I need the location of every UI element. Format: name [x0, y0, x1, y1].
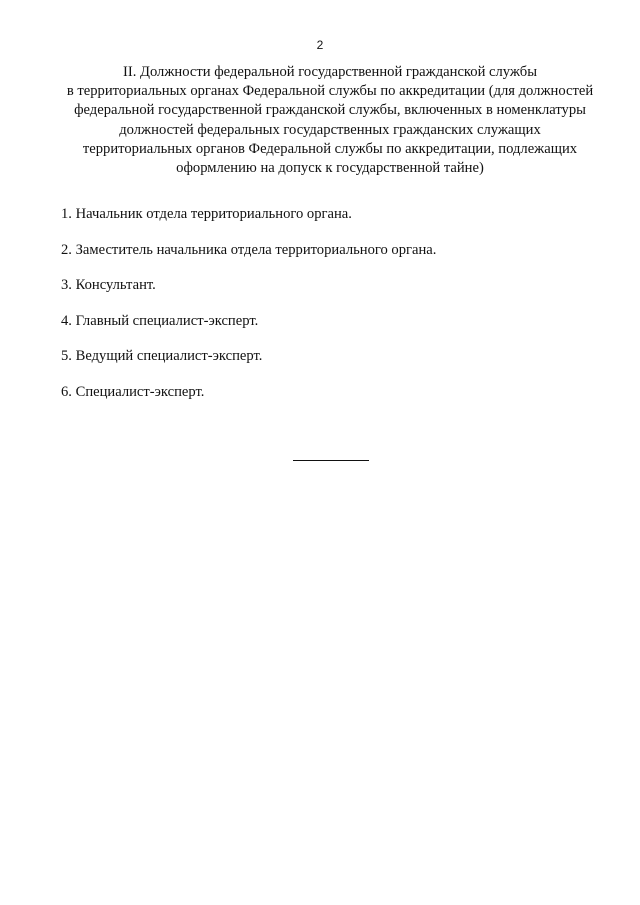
heading-line: территориальных органов Федеральной службы по аккредитации, подлежащих [82, 140, 578, 157]
list-item: 1. Начальник отдела территориального органа. [61, 206, 352, 222]
list-item: 3. Консультант. [61, 277, 156, 294]
heading-line: в территориальных органах Федеральной службы по аккредитации (для должностей [66, 83, 594, 100]
list-item: 4. Главный специалист-эксперт. [61, 312, 259, 329]
heading-line: должностей федеральных государственных гражданских служащих [119, 121, 541, 138]
heading-line: федеральной государственной гражданской службы, включенных в номенклатуры [74, 102, 586, 119]
heading-line: II. Должности федеральной государственной гражданской службы [122, 64, 538, 80]
heading-line: оформлению на допуск к государственной тайне) [176, 160, 484, 177]
list-item: 2. Заместитель начальника отдела территориального органа. [61, 241, 437, 258]
page-number: 2 [316, 38, 324, 52]
positions-list [61, 205, 601, 419]
list-item: 6. Специалист-эксперт. [61, 383, 205, 400]
closing-rule [293, 460, 369, 461]
list-item: 5. Ведущий специалист-эксперт. [61, 348, 263, 365]
section-heading [40, 63, 620, 178]
